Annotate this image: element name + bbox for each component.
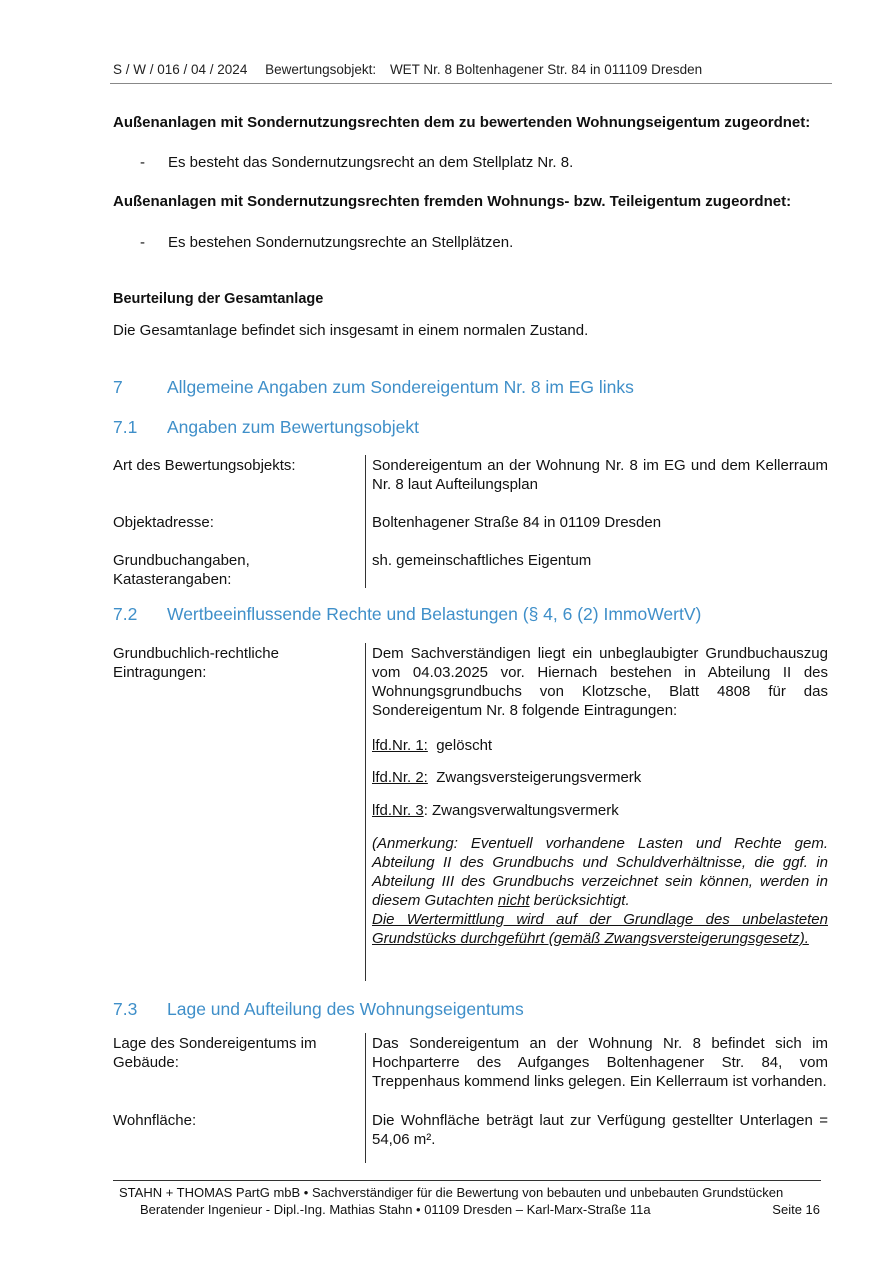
section-7-1-divider (365, 455, 366, 588)
row-label-lage: Lage des Sondereigentums im Gebäude: (113, 1035, 317, 1071)
section-7-3-title: Lage und Aufteilung des Wohnungseigentums (167, 999, 524, 1019)
aussen1-item-text: Es besteht das Sondernutzungsrecht an dem Stellplatz Nr. 8. (168, 154, 574, 171)
row-value-wohnflaeche: Die Wohnfläche beträgt laut zur Verfügung gestellter Unterlagen = 54,06 m². (372, 1112, 828, 1148)
aussen2-item: - Es bestehen Sondernutzungsrechte an Stellplätzen. (140, 234, 514, 251)
section-7-1-number: 7.1 (113, 417, 138, 437)
row-label-adresse: Objektadresse: (113, 514, 214, 531)
aussen1-heading: Außenanlagen mit Sondernutzungsrechten dem zu bewertenden Wohnungseigentum zugeordnet: (113, 114, 811, 131)
row-label-grundbuchlich: Grundbuchlich-rechtliche Eintragungen: (113, 645, 279, 681)
row-value-lage: Das Sondereigentum an der Wohnung Nr. 8 befindet sich im Hochparterre des Aufganges Boltenhagener Str. 84, vom Treppenhaus kommend links gelegen. Ein Kellerraum ist vorhanden. (372, 1035, 828, 1090)
footer-line-2-wrap (140, 1202, 820, 1217)
note-text-a: (Anmerkung: Eventuell vorhandene Lasten und Rechte gem. Abteilung II des Grundbuchs und Schuldverhältnisse, die ggf. in Abteilung III des Grundbuchs verzeichnet sein können, werden in diesem Gutachten (372, 835, 828, 909)
row-value-art: Sondereigentum an der Wohnung Nr. 8 im EG und dem Kellerraum Nr. 8 laut Aufteilungsplan (372, 457, 828, 493)
section-7-title: Allgemeine Angaben zum Sondereigentum Nr. 8 im EG links (167, 377, 634, 397)
header-object-label: Bewertungsobjekt: (265, 62, 377, 77)
beurteilung-heading: Beurteilung der Gesamtanlage (113, 291, 324, 307)
header-object: WET Nr. 8 Boltenhagener Str. 84 in 011109 Dresden (389, 62, 703, 77)
section-7-2-heading (113, 604, 701, 625)
row-label-wohnflaeche: Wohnfläche: (113, 1112, 197, 1129)
note-wertermittlung: Die Wertermittlung wird auf der Grundlage des unbelasteten Grundstücks durchgeführt (gemäß Zwangsversteigerungsgesetz). (372, 911, 828, 947)
aussen2-item-text: Es bestehen Sondernutzungsrechte an Stellplätzen. (168, 234, 514, 251)
page-header (113, 62, 716, 77)
entry-text: Zwangsversteigerungsvermerk (436, 769, 642, 786)
section-7-number: 7 (113, 377, 123, 397)
header-rule (110, 83, 832, 84)
section-7-2-title: Wertbeeinflussende Rechte und Belastungen (§ 4, 6 (2) ImmoWertV) (167, 604, 702, 624)
aussen2-heading: Außenanlagen mit Sondernutzungsrechten fremden Wohnungs- bzw. Teileigentum zugeordnet: (113, 193, 792, 210)
footer-line-1: STAHN + THOMAS PartG mbB • Sachverständiger für die Bewertung von bebauten und unbebauten Grundstücken (119, 1185, 784, 1200)
section-7-3-divider (365, 1033, 366, 1163)
section-7-2-divider (365, 643, 366, 981)
beurteilung-text: Die Gesamtanlage befindet sich insgesamt in einem normalen Zustand. (113, 322, 589, 339)
entry-row (372, 736, 828, 755)
aussen1-item: - Es besteht das Sondernutzungsrecht an dem Stellplatz Nr. 8. (140, 154, 574, 171)
entry-text: : Zwangsverwaltungsvermerk (423, 802, 619, 819)
entry-number: lfd.Nr. 2: (372, 769, 428, 786)
section-7-3-number: 7.3 (113, 999, 138, 1019)
entry-number: lfd.Nr. 3 (372, 802, 424, 819)
section-7-1-heading (113, 417, 419, 438)
section-7-3-heading (113, 999, 524, 1020)
section-7-heading (113, 377, 634, 398)
row-label-art: Art des Bewertungsobjekts: (113, 457, 296, 474)
section-7-1-title: Angaben zum Bewertungsobjekt (167, 417, 419, 437)
row-label-grundbuch: Grundbuchangaben, Katasterangaben: (113, 552, 250, 588)
grundbuch-note (372, 834, 828, 948)
row-value-adresse: Boltenhagener Straße 84 in 01109 Dresden (372, 514, 662, 531)
entry-row (372, 801, 828, 820)
footer-line-2: Beratender Ingenieur - Dipl.-Ing. Mathias Stahn • 01109 Dresden – Karl-Marx-Straße 11a (140, 1202, 651, 1217)
section-7-2-number: 7.2 (113, 604, 138, 624)
grundbuch-intro: Dem Sachverständigen liegt ein unbeglaubigter Grundbuchauszug vom 04.03.2025 vor. Hiernach bestehen in Abteilung II des Wohnungsgrundbuchs von Klotzsche, Blatt 4808 für das Sondereigentum Nr. 8 folgende Eintragungen: (372, 645, 828, 719)
header-reference: S / W / 016 / 04 / 2024 (113, 62, 248, 77)
entry-number: lfd.Nr. 1: (372, 737, 428, 754)
entry-row (372, 768, 828, 787)
footer-rule (113, 1180, 821, 1181)
note-text-b: berücksichtigt. (529, 892, 630, 909)
page-number: Seite 16 (772, 1202, 820, 1217)
row-value-grundbuch: sh. gemeinschaftliches Eigentum (372, 552, 592, 569)
note-nicht: nicht (497, 892, 530, 909)
entry-text: gelöscht (436, 737, 493, 754)
